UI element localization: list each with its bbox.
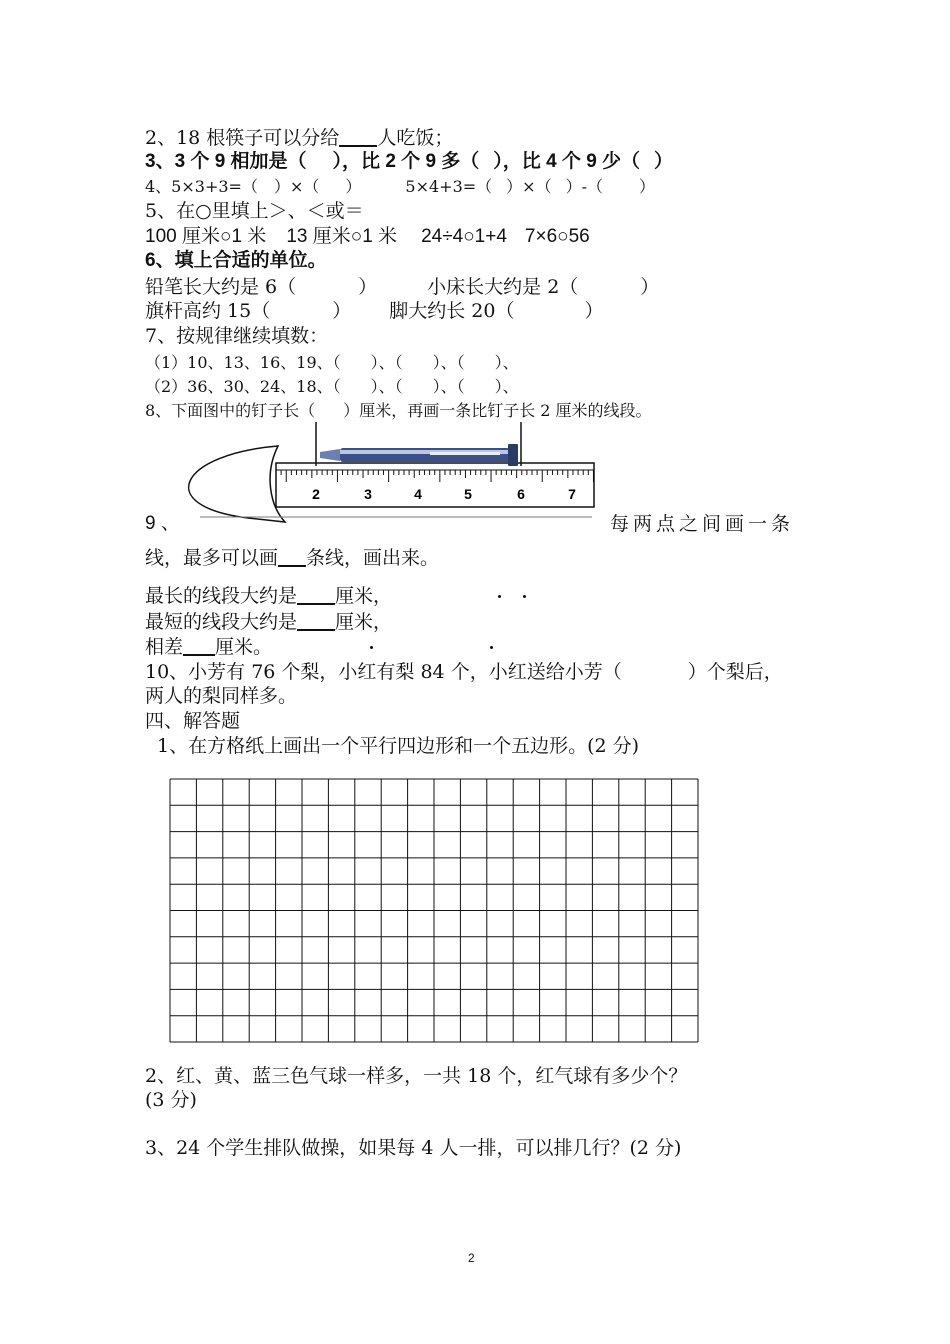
- question-10-line2: 两人的梨同样多。: [145, 685, 298, 707]
- point-d: [490, 646, 493, 649]
- ruler-label: 4: [414, 486, 422, 502]
- question-9-longest: 最长的线段大约是 厘米，: [145, 585, 393, 607]
- question-6-line2: 旗杆高约 15（ ） 脚大约长 20（ ）: [145, 300, 604, 322]
- page-number: 2: [468, 1251, 475, 1265]
- question-5-items: 100 厘米○1 米 13 厘米○1 米 24÷4○1+4 7×6○56: [145, 226, 590, 247]
- point-c: [370, 646, 373, 649]
- answer-blank[interactable]: [183, 636, 215, 656]
- ruler-label: 2: [312, 486, 320, 502]
- question-7-row2: （2）36、30、24、18、（ ）、（ ）、（ ）、: [145, 377, 519, 396]
- question-9-text: 每两点之间画一条: [610, 513, 795, 535]
- ruler-nail-figure: [160, 418, 600, 530]
- ruler-label: 5: [464, 486, 472, 502]
- question-6-line1: 铅笔长大约是 6（ ） 小床长大约是 2（ ）: [145, 276, 660, 298]
- question-7-title: 7、按规律继续填数：: [145, 325, 329, 347]
- question-6-title: 6、填上合适的单位。: [145, 250, 327, 271]
- question-7-row1: （1）10、13、16、19、（ ）、（ ）、（ ）、: [145, 353, 519, 372]
- solve-question-2-line1: 2、红、黄、蓝三色气球一样多，一共 18 个，红气球有多少个？: [145, 1065, 688, 1087]
- question-8: 8、下面图中的钉子长（ ）厘米，再画一条比钉子长 2 厘米的线段。: [145, 401, 652, 420]
- ruler-label: 6: [517, 486, 525, 502]
- point-a: [498, 595, 501, 598]
- question-4: 4、5×3+3=（ ）×（ ） 5×4+3=（ ）×（ ）-（ ）: [145, 177, 656, 196]
- grid-paper[interactable]: [169, 778, 699, 1043]
- answer-blank[interactable]: [297, 585, 335, 605]
- question-3: 3、3 个 9 相加是（ ），比 2 个 9 多（ ），比 4 个 9 少（ ）: [145, 151, 674, 172]
- answer-blank[interactable]: [339, 127, 377, 147]
- question-9-line2: 线，最多可以画 条线，画出来。: [145, 547, 440, 569]
- ruler-label: 7: [568, 486, 576, 502]
- point-b: [523, 595, 526, 598]
- ruler-ticks: [276, 470, 593, 482]
- section-title: 四、解答题: [145, 710, 241, 732]
- question-9-number: 9 、: [145, 513, 180, 534]
- answer-blank[interactable]: [278, 547, 306, 567]
- curved-shape: [189, 446, 285, 522]
- question-9-shortest: 最短的线段大约是 厘米，: [145, 611, 393, 633]
- ruler-label: 3: [364, 486, 372, 502]
- ruler-labels: [312, 486, 576, 502]
- question-5-title: 5、在○里填上＞、＜或＝: [145, 200, 364, 222]
- question-10-line1: 10、小芳有 76 个梨，小红有梨 84 个，小红送给小芳（ ）个梨后，: [145, 661, 783, 683]
- question-2: 2、18 根筷子可以分给 人吃饭；: [145, 127, 454, 149]
- solve-question-3: 3、24 个学生排队做操，如果每 4 人一排，可以排几行？(2 分): [145, 1137, 682, 1159]
- answer-blank[interactable]: [297, 611, 335, 631]
- solve-question-1: 1、在方格纸上画出一个平行四边形和一个五边形。(2 分): [157, 735, 640, 757]
- solve-question-2-line2: (3 分): [145, 1089, 197, 1111]
- question-9-diff: 相差 厘米。: [145, 636, 273, 658]
